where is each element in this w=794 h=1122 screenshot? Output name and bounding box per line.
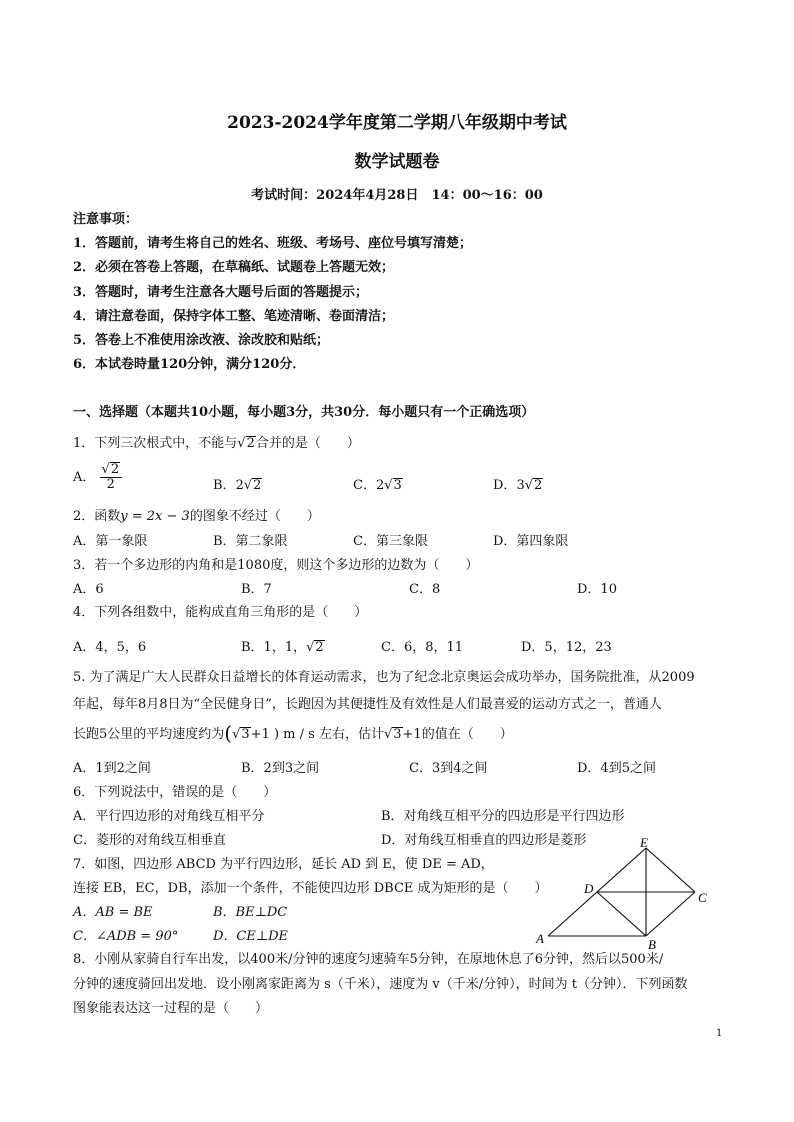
question-1-option-b: B．2√2 (213, 478, 262, 493)
question-5-option-b: B．2到3之间 (241, 761, 320, 776)
notice-heading: 注意事项： (73, 212, 139, 227)
notice-item: 3．答题时，请考生注意各大题号后面的答题提示； (73, 285, 369, 300)
question-6-option-d: D．对角线互相垂直的四边形是菱形 (381, 833, 587, 848)
question-5-option-a: A．1到2之间 (73, 761, 151, 776)
question-3-option-b: B．7 (241, 582, 272, 597)
page-number: 1 (716, 1028, 723, 1039)
question-8-line: 图象能表达这一过程的是（ ） (73, 1001, 269, 1016)
question-4-stem: 4．下列各组数中，能构成直角三角形的是（ ） (73, 605, 368, 620)
question-2-stem: 2．函数y = 2x − 3的图象不经过（ ） (73, 509, 320, 524)
exam-subtitle: 数学试题卷 (354, 152, 440, 172)
question-7-option-b: B．BE⊥DC (213, 905, 288, 920)
notice-item: 6．本试卷時量120分钟，满分120分． (73, 357, 306, 372)
question-5-line: 5. 为了满足广大人民群众日益增长的体育运动需求，也为了纪念北京奥运会成功举办，国务院批准，从2009 (73, 670, 695, 685)
notice-item: 5．答卷上不准使用涂改液、涂改胶和贴纸； (73, 333, 330, 348)
figure-label-e: E (640, 836, 648, 850)
figure-label-c: C (698, 890, 707, 905)
notice-item: 4．请注意卷面，保持字体工整、笔迹清晰、卷面清洁； (73, 309, 395, 324)
question-7-option-c: C．∠ADB = 90° (73, 929, 179, 944)
question-6-option-c: C．菱形的对角线互相垂直 (73, 833, 226, 848)
figure-label-b: B (648, 937, 656, 952)
exam-title: 2023-2024学年度第二学期八年级期中考试 (227, 113, 567, 133)
question-1-option-a: A． $\frac{√2}{2}$ (73, 462, 122, 493)
question-5-line: 年起，每年8月8日为“全民健身日”，长跑因为其便捷性及有效性是人们最喜爱的运动方式之一，普通人 (73, 697, 662, 712)
question-5-option-c: C．3到4之间 (409, 761, 488, 776)
question-2-option-c: C．第三象限 (353, 534, 428, 549)
question-7-line: 连接 EB，EC，DB，添加一个条件，不能使四边形 DBCE 成为矩形的是（ ） (73, 881, 548, 896)
question-6-stem: 6．下列说法中，错误的是（ ） (73, 785, 277, 800)
question-7-option-a: A．AB = BE (73, 905, 153, 920)
section-heading: 一、选择题（本题共10小题，每小题3分，共30分．每小题只有一个正确选项） (73, 405, 535, 420)
question-2-option-b: B．第二象限 (213, 534, 288, 549)
question-2-option-a: A．第一象限 (73, 534, 148, 549)
question-6-option-a: A．平行四边形的对角线互相平分 (73, 809, 265, 824)
question-8-line: 分钟的速度骑回出发地．设小刚离家距离为 s（千米），速度为 v（千米/分钟），时间为 t（分钟）．下列函数 (73, 977, 688, 992)
notice-item: 1．答题前，请考生将自己的姓名、班级、考场号、座位号填写清楚； (73, 236, 473, 251)
question-5-line: 长跑5公里的平均速度约为(√3+1 ) m / s 左右，估计√3+1的值在（ ） (73, 721, 513, 745)
question-4-option-a: A．4，5，6 (73, 640, 147, 655)
question-3-option-d: D．10 (577, 582, 617, 597)
question-3-option-c: C．8 (409, 582, 441, 597)
question-8-line: 8．小刚从家骑自行车出发，以400米/分钟的速度匀速骑车5分钟，在原地休息了6分钟，然后以500米/ (73, 952, 664, 967)
question-2-option-d: D．第四象限 (493, 534, 569, 549)
question-4-option-b: B．1，1，√2 (241, 640, 324, 655)
question-4-option-d: D．5，12，23 (521, 640, 612, 655)
question-7-figure (530, 836, 720, 954)
question-5-option-d: D．4到5之间 (577, 761, 656, 776)
question-3-stem: 3．若一个多边形的内角和是1080度，则这个多边形的边数为（ ） (73, 558, 479, 573)
question-1-option-d: D．3√2 (493, 478, 543, 493)
figure-label-d: D (584, 881, 594, 896)
figure-label-a: A (536, 931, 544, 946)
question-6-option-b: B．对角线互相平分的四边形是平行四边形 (381, 809, 625, 824)
question-3-option-a: A．6 (73, 582, 104, 597)
question-7-option-d: D．CE⊥DE (213, 929, 288, 944)
question-1-option-c: C．2√3 (353, 478, 402, 493)
notice-item: 2．必须在答卷上答题，在草稿纸、试题卷上答题无效； (73, 260, 395, 275)
question-4-option-c: C．6，8，11 (381, 640, 464, 655)
question-7-line: 7．如图，四边形 ABCD 为平行四边形，延长 AD 到 E，使 DE = AD， (73, 857, 494, 872)
exam-time: 考试时间：2024年4月28日 14：00～16：00 (251, 188, 543, 203)
question-1-stem: 1．下列三次根式中，不能与√2合并的是（ ） (73, 436, 360, 451)
